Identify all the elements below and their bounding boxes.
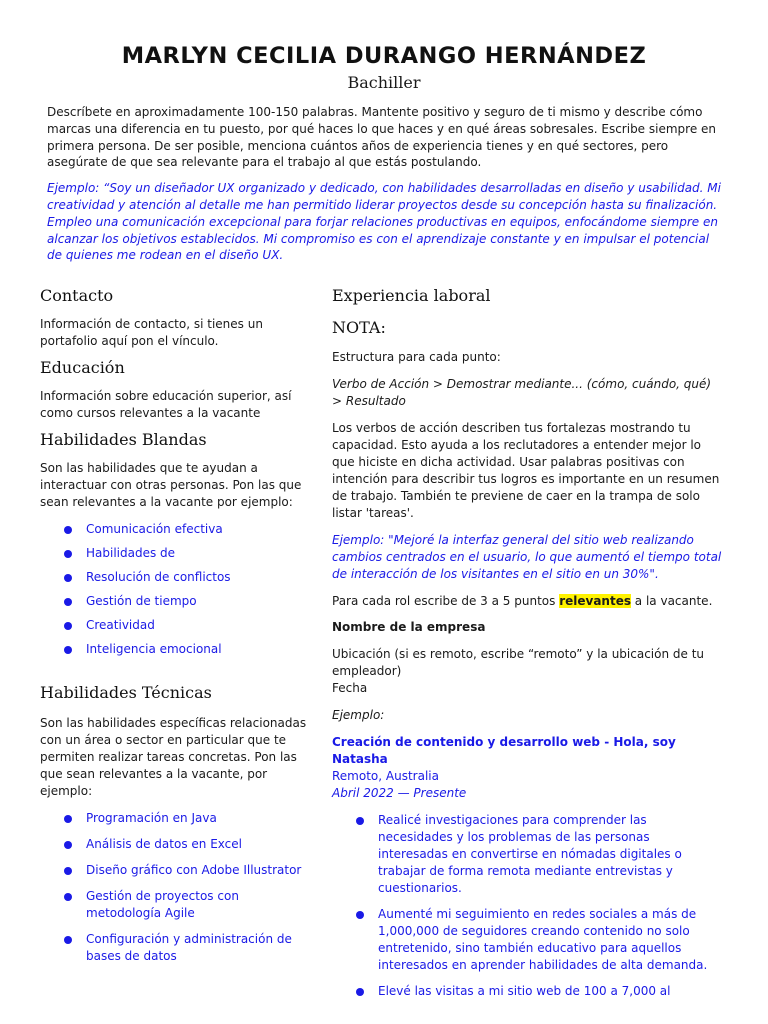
bullet-dot-icon (356, 911, 364, 919)
contact-text: Información de contacto, si tienes un portafolio aquí pon el vínculo. (40, 317, 263, 348)
summary-section (47, 104, 727, 273)
soft-skill-item: Creatividad (40, 617, 315, 634)
soft-skills-text: Son las habilidades que te ayudan a interactuar con otras personas. Pon las que sean relevantes a la vacante por ejemplo: (40, 461, 302, 509)
bullet-dot-icon (64, 526, 72, 534)
summary-text: Descríbete en aproximadamente 100-150 palabras. Mantente positivo y seguro de ti mismo y describe cómo marcas una diferencia en tu puesto, por qué haces lo que haces y en qué áreas sobresales. Escribe siempre en primera persona. De ser posible, menciona cuántos años de experiencia tienes y en qué sectores, pero asegúrate de que sea relevante para el trabajo al que estás postulando. (47, 105, 717, 170)
soft-skill-item: Inteligencia emocional (40, 641, 315, 658)
technical-skills-text: Son las habilidades específicas relacionadas con un área o sector en particular que te permiten realizar tareas concretas. Pon las que sean relevantes a la vacante, por ejemplo: (40, 716, 307, 798)
technical-skill-item: Programación en Java (40, 810, 315, 827)
soft-skills-heading: Habilidades Blandas (40, 430, 207, 449)
technical-skills-list (40, 810, 315, 965)
job-dates: Abril 2022 — Presente (332, 786, 467, 800)
soft-skill-item: Habilidades de (40, 545, 315, 562)
example-sentence: Ejemplo: "Mejoré la interfaz general del sitio web realizando cambios centrados en el usuario, lo que aumentó el tiempo total de interacción de los visitantes en el sitio en un 30%". (332, 533, 722, 581)
technical-skills-heading: Habilidades Técnicas (40, 683, 212, 702)
bullet-dot-icon (64, 646, 72, 654)
bullet-dot-icon (64, 936, 72, 944)
bullet-dot-icon (356, 988, 364, 996)
technical-skill-item: Gestión de proyectos con metodología Agile (40, 888, 315, 922)
technical-skill-item: Configuración y administración de bases de datos (40, 931, 315, 965)
note-heading: NOTA: (332, 318, 386, 337)
location-text: Ubicación (si es remoto, escribe “remoto” y la ubicación de tu empleador) (332, 647, 705, 678)
job-bullet: Elevé las visitas a mi sitio web de 100 a 7,000 al (332, 983, 722, 1000)
structure-text: Estructura para cada punto: (332, 350, 501, 364)
formula-text: Verbo de Acción > Demostrar mediante... (cómo, cuándo, qué) > Resultado (332, 377, 712, 408)
soft-skill-item: Resolución de conflictos (40, 569, 315, 586)
bullet-dot-icon (64, 574, 72, 582)
date-label: Fecha (332, 681, 368, 695)
soft-skills-list (40, 521, 315, 658)
candidate-title: Bachiller (347, 73, 421, 92)
technical-skill-item: Análisis de datos en Excel (40, 836, 315, 853)
action-verbs-text: Los verbos de acción describen tus fortalezas mostrando tu capacidad. Esto ayuda a los reclutadores a entender mejor lo que hiciste en dicha actividad. Usar palabras positivas con intención para describir tus logros es importante en un resumen de trabajo. También te previene de caer en la trampa de solo listar 'tareas'. (332, 421, 720, 520)
summary-example: Ejemplo: “Soy un diseñador UX organizado y dedicado, con habilidades desarrolladas en diseño y usabilidad. Mi creatividad y atención al detalle me han permitido liderar proyectos desde su concepción hasta su finalización. Empleo una comunicación excepcional para forjar relaciones productivas en equipos, enfocándome siempre en alcanzar los objetivos establecidos. Mi compromiso es con el aprendizaje constante y en impulsar el potencial de quienes me rodean en el diseño UX. (47, 181, 721, 263)
bullet-dot-icon (356, 817, 364, 825)
job-title: Creación de contenido y desarrollo web - Hola, soy Natasha (332, 735, 676, 766)
bullet-dot-icon (64, 867, 72, 875)
candidate-name: MARLYN CECILIA DURANGO HERNÁNDEZ (121, 43, 647, 69)
bullet-dot-icon (64, 622, 72, 630)
job-location: Remoto, Australia (332, 769, 439, 783)
bullet-dot-icon (64, 550, 72, 558)
soft-skill-item: Comunicación efectiva (40, 521, 315, 538)
education-heading: Educación (40, 358, 125, 377)
bullet-dot-icon (64, 841, 72, 849)
example-label: Ejemplo: (332, 708, 385, 722)
education-text: Información sobre educación superior, así como cursos relevantes a la vacante (40, 389, 292, 420)
resume-header (0, 0, 768, 93)
bullet-dot-icon (64, 598, 72, 606)
bullet-dot-icon (64, 893, 72, 901)
right-column (332, 285, 722, 1000)
technical-skill-item: Diseño gráfico con Adobe Illustrator (40, 862, 315, 879)
points-instruction: Para cada rol escribe de 3 a 5 puntos relevantes a la vacante. (332, 594, 713, 608)
bullet-dot-icon (64, 815, 72, 823)
job-bullet: Realicé investigaciones para comprender las necesidades y los problemas de las personas interesadas en convertirse en nómadas digitales o trabajar de forma remota mediante entrevistas y cuestionarios. (332, 812, 722, 897)
job-bullets-list (332, 812, 722, 1000)
experience-heading: Experiencia laboral (332, 286, 491, 305)
highlighted-word: relevantes (559, 594, 631, 608)
company-name-label: Nombre de la empresa (332, 620, 486, 634)
job-bullet: Aumenté mi seguimiento en redes sociales a más de 1,000,000 de seguidores creando contenido no solo entretenido, sino también educativo para aquellos interesados en aprender habilidades de alta demanda. (332, 906, 722, 974)
left-column (40, 285, 315, 965)
soft-skill-item: Gestión de tiempo (40, 593, 315, 610)
contact-heading: Contacto (40, 286, 114, 305)
